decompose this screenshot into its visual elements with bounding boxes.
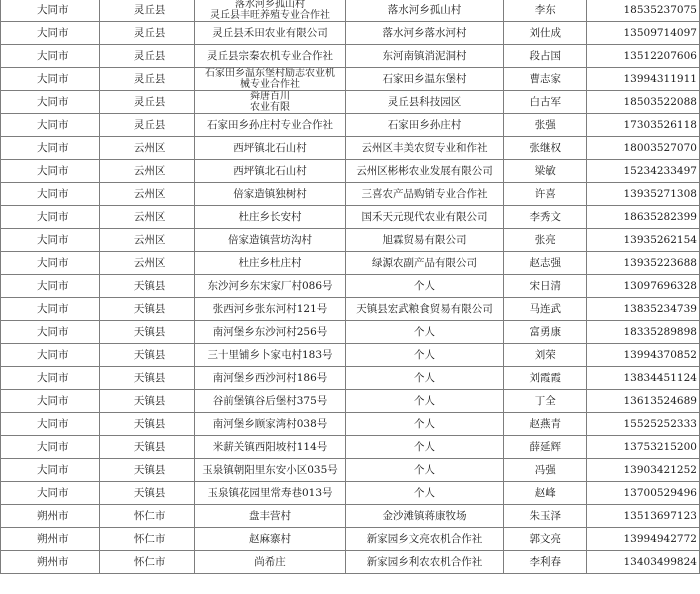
cell-city: 大同市	[1, 390, 100, 413]
cell-town: 灵丘县禾田农业有限公司	[194, 22, 345, 45]
cell-county: 云州区	[99, 160, 194, 183]
cell-town: 谷前堡镇谷后堡村375号	[194, 390, 345, 413]
table-row	[1, 344, 700, 367]
cell-org: 石家田乡温东堡村	[346, 68, 504, 91]
cell-town: 南河堡乡顾家湾村038号	[194, 413, 345, 436]
cell-town: 赵麻寨村	[194, 528, 345, 551]
cell-name: 马连武	[504, 298, 587, 321]
cell-org: 个人	[346, 367, 504, 390]
cell-county: 怀仁市	[99, 505, 194, 528]
cell-name: 梁敏	[504, 160, 587, 183]
table-row	[1, 206, 700, 229]
cell-town: 杜庄乡杜庄村	[194, 252, 345, 275]
table-row	[1, 252, 700, 275]
cell-town: 倍家造镇独树村	[194, 183, 345, 206]
cell-name: 李秀文	[504, 206, 587, 229]
cell-town: 三十里铺乡卜家屯村183号	[194, 344, 345, 367]
cell-city: 大同市	[1, 321, 100, 344]
table-row	[1, 436, 700, 459]
cell-city: 朔州市	[1, 528, 100, 551]
cell-name: 刘仕成	[504, 22, 587, 45]
cell-name: 白古军	[504, 91, 587, 114]
cell-county: 灵丘县	[99, 45, 194, 68]
cell-org: 个人	[346, 390, 504, 413]
cell-name: 赵燕青	[504, 413, 587, 436]
cell-city: 大同市	[1, 275, 100, 298]
cell-name: 李利春	[504, 551, 587, 574]
cell-org: 天镇县宏武粮食贸易有限公司	[346, 298, 504, 321]
cell-city: 大同市	[1, 459, 100, 482]
cell-phone: 13935271308	[587, 183, 700, 206]
table-row	[1, 275, 700, 298]
cell-phone: 18635282399	[587, 206, 700, 229]
cell-city: 大同市	[1, 298, 100, 321]
cell-org: 新家园乡文亮农机合作社	[346, 528, 504, 551]
cell-county: 灵丘县	[99, 91, 194, 114]
cell-name: 段占国	[504, 45, 587, 68]
cell-phone: 13994942772	[587, 528, 700, 551]
cell-city: 大同市	[1, 137, 100, 160]
cell-phone: 13835234739	[587, 298, 700, 321]
cell-town: 张西河乡张东河村121号	[194, 298, 345, 321]
cell-county: 天镇县	[99, 413, 194, 436]
table-body	[1, 0, 700, 574]
cell-org: 三喜农产品购销专业合作社	[346, 183, 504, 206]
cell-county: 云州区	[99, 229, 194, 252]
table-row	[1, 160, 700, 183]
cell-name: 张亮	[504, 229, 587, 252]
cell-org: 新家园乡利农农机合作社	[346, 551, 504, 574]
cell-town: 西坪镇北石山村	[194, 160, 345, 183]
cell-county: 天镇县	[99, 275, 194, 298]
table-row	[1, 68, 700, 91]
cell-name: 许喜	[504, 183, 587, 206]
cell-city: 大同市	[1, 68, 100, 91]
cell-org: 个人	[346, 459, 504, 482]
cell-phone: 18003527070	[587, 137, 700, 160]
cell-phone: 13994370852	[587, 344, 700, 367]
cell-county: 灵丘县	[99, 0, 194, 22]
cell-county: 灵丘县	[99, 114, 194, 137]
table-row	[1, 114, 700, 137]
cell-city: 大同市	[1, 252, 100, 275]
cell-name: 赵峰	[504, 482, 587, 505]
cell-city: 朔州市	[1, 505, 100, 528]
cell-phone: 13935262154	[587, 229, 700, 252]
cell-county: 云州区	[99, 137, 194, 160]
table-row	[1, 91, 700, 114]
cell-town: 灵丘县宗秦农机专业合作社	[194, 45, 345, 68]
table-row	[1, 229, 700, 252]
cell-org: 个人	[346, 344, 504, 367]
cell-town: 杜庄乡长安村	[194, 206, 345, 229]
cell-name: 丁全	[504, 390, 587, 413]
cell-org: 落水河乡孤山村	[346, 0, 504, 22]
cell-phone: 13834451124	[587, 367, 700, 390]
cell-city: 大同市	[1, 22, 100, 45]
cell-org: 个人	[346, 413, 504, 436]
cell-phone: 13613524689	[587, 390, 700, 413]
cell-phone: 13753215200	[587, 436, 700, 459]
cell-org: 个人	[346, 321, 504, 344]
cell-name: 郭文亮	[504, 528, 587, 551]
cell-phone: 18335289898	[587, 321, 700, 344]
cell-city: 大同市	[1, 367, 100, 390]
table-row	[1, 321, 700, 344]
cell-org: 云州区彬彬农业发展有限公司	[346, 160, 504, 183]
cell-name: 宋日清	[504, 275, 587, 298]
cell-town: 落水河乡孤山村 灵丘县丰旺养殖专业合作社	[194, 0, 345, 22]
cell-org: 旭霖贸易有限公司	[346, 229, 504, 252]
cell-town: 东沙河乡东宋家厂村086号	[194, 275, 345, 298]
cell-county: 怀仁市	[99, 528, 194, 551]
cell-phone: 13700529496	[587, 482, 700, 505]
cell-name: 冯强	[504, 459, 587, 482]
cell-city: 朔州市	[1, 551, 100, 574]
table-row	[1, 459, 700, 482]
cell-org: 绿源农副产品有限公司	[346, 252, 504, 275]
cell-org: 灵丘县科技园区	[346, 91, 504, 114]
cell-org: 石家田乡孙庄村	[346, 114, 504, 137]
cell-name: 曹志家	[504, 68, 587, 91]
cell-town: 石家田乡孙庄村专业合作社	[194, 114, 345, 137]
cell-org: 个人	[346, 275, 504, 298]
cell-town: 南河堡乡东沙河村256号	[194, 321, 345, 344]
cell-name: 刘霞霞	[504, 367, 587, 390]
cell-county: 天镇县	[99, 390, 194, 413]
cell-name: 张继权	[504, 137, 587, 160]
cell-org: 国禾天元现代农业有限公司	[346, 206, 504, 229]
cell-county: 天镇县	[99, 344, 194, 367]
cell-phone: 15234233497	[587, 160, 700, 183]
table-row	[1, 45, 700, 68]
cell-city: 大同市	[1, 45, 100, 68]
cell-county: 天镇县	[99, 321, 194, 344]
cell-town: 南河堡乡西沙河村186号	[194, 367, 345, 390]
cell-org: 东河南镇消泥洞村	[346, 45, 504, 68]
cell-phone: 18535237075	[587, 0, 700, 22]
cell-county: 天镇县	[99, 459, 194, 482]
cell-org: 个人	[346, 482, 504, 505]
cell-city: 大同市	[1, 0, 100, 22]
cell-county: 天镇县	[99, 436, 194, 459]
cell-org: 个人	[346, 436, 504, 459]
table-row	[1, 505, 700, 528]
cell-county: 灵丘县	[99, 22, 194, 45]
cell-town: 玉泉镇花园里常寿巷013号	[194, 482, 345, 505]
table-row	[1, 482, 700, 505]
cell-name: 李东	[504, 0, 587, 22]
cell-name: 朱玉泽	[504, 505, 587, 528]
cell-city: 大同市	[1, 91, 100, 114]
table-row	[1, 22, 700, 45]
cell-city: 大同市	[1, 183, 100, 206]
cell-name: 薛延辉	[504, 436, 587, 459]
cell-phone: 13097696328	[587, 275, 700, 298]
table-row	[1, 551, 700, 574]
cell-phone: 13903421252	[587, 459, 700, 482]
cell-city: 大同市	[1, 229, 100, 252]
cell-phone: 17303526118	[587, 114, 700, 137]
table-row	[1, 367, 700, 390]
cell-town: 西坪镇北石山村	[194, 137, 345, 160]
cell-phone: 13935223688	[587, 252, 700, 275]
cell-town: 米薪关镇西阳坡村114号	[194, 436, 345, 459]
cell-city: 大同市	[1, 413, 100, 436]
cell-phone: 15525252333	[587, 413, 700, 436]
cell-name: 张强	[504, 114, 587, 137]
cell-phone: 13509714097	[587, 22, 700, 45]
table-row	[1, 390, 700, 413]
cell-county: 天镇县	[99, 367, 194, 390]
cell-county: 云州区	[99, 252, 194, 275]
cell-city: 大同市	[1, 160, 100, 183]
cell-town: 石家田乡温东堡村励志农业机 械专业合作社	[194, 68, 345, 91]
cell-city: 大同市	[1, 436, 100, 459]
table-row	[1, 528, 700, 551]
cell-name: 刘荣	[504, 344, 587, 367]
cell-city: 大同市	[1, 344, 100, 367]
cell-phone: 13513697123	[587, 505, 700, 528]
cell-town: 舜唐百川 农业有限	[194, 91, 345, 114]
table-row	[1, 298, 700, 321]
cell-org: 金沙滩镇蒋康牧场	[346, 505, 504, 528]
cell-county: 云州区	[99, 183, 194, 206]
cell-org: 云州区丰美农贸专业和作社	[346, 137, 504, 160]
cell-county: 天镇县	[99, 482, 194, 505]
cell-county: 云州区	[99, 206, 194, 229]
cell-phone: 13512207606	[587, 45, 700, 68]
table-row	[1, 183, 700, 206]
cell-phone: 18503522088	[587, 91, 700, 114]
cell-name: 赵志强	[504, 252, 587, 275]
cell-town: 倍家造镇营坊沟村	[194, 229, 345, 252]
table-row	[1, 0, 700, 22]
cell-town: 盘丰营村	[194, 505, 345, 528]
cell-city: 大同市	[1, 114, 100, 137]
cell-org: 落水河乡落水河村	[346, 22, 504, 45]
cell-county: 天镇县	[99, 298, 194, 321]
cell-phone: 13403499824	[587, 551, 700, 574]
cell-city: 大同市	[1, 206, 100, 229]
cell-town: 尚希庄	[194, 551, 345, 574]
cell-phone: 13994311911	[587, 68, 700, 91]
table-row	[1, 413, 700, 436]
cell-name: 富勇康	[504, 321, 587, 344]
table-row	[1, 137, 700, 160]
cell-county: 灵丘县	[99, 68, 194, 91]
cell-town: 玉泉镇朝阳里东安小区035号	[194, 459, 345, 482]
cell-county: 怀仁市	[99, 551, 194, 574]
cell-city: 大同市	[1, 482, 100, 505]
